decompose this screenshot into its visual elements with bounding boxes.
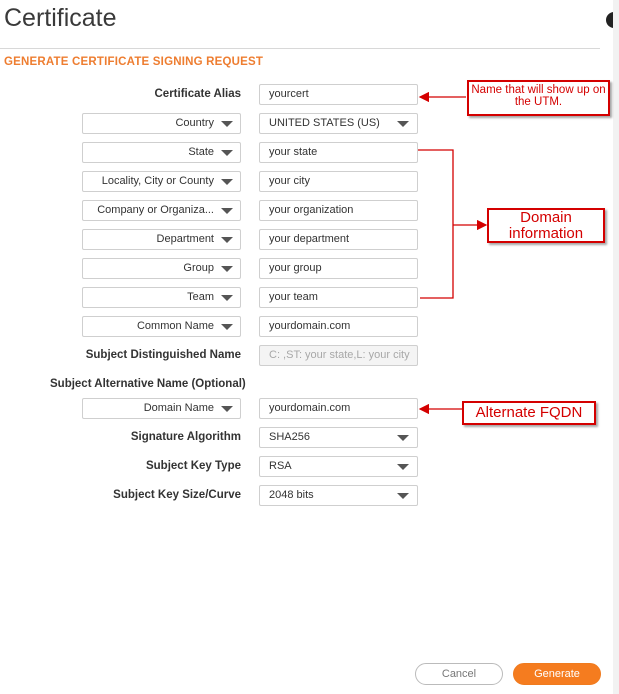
subject-key-type-select[interactable] <box>259 456 418 477</box>
chevron-down-icon <box>221 266 233 272</box>
chevron-down-icon <box>221 179 233 185</box>
subject-key-size-select[interactable] <box>259 485 418 506</box>
country-attribute-label: Country <box>175 117 214 129</box>
locality-input[interactable] <box>259 171 418 192</box>
chevron-down-icon <box>221 150 233 156</box>
group-attribute-select[interactable] <box>82 258 241 279</box>
chevron-down-icon <box>397 464 409 470</box>
subject-key-size-value: 2048 bits <box>269 489 314 501</box>
cancel-button[interactable]: Cancel <box>415 663 503 685</box>
domain-name-input[interactable] <box>259 398 418 419</box>
signature-algorithm-label: Signature Algorithm <box>130 431 241 443</box>
state-attribute-select[interactable] <box>82 142 241 163</box>
section-title: GENERATE CERTIFICATE SIGNING REQUEST <box>4 56 264 68</box>
country-attribute-select[interactable] <box>82 113 241 134</box>
chevron-down-icon <box>221 121 233 127</box>
department-attribute-select[interactable] <box>82 229 241 250</box>
team-attribute-select[interactable] <box>82 287 241 308</box>
chevron-down-icon <box>397 121 409 127</box>
divider <box>0 48 600 49</box>
group-value: your group <box>269 262 322 274</box>
alias-annotation: Name that will show up on the UTM. <box>467 80 610 116</box>
subject-key-type-label: Subject Key Type <box>145 460 241 472</box>
team-input[interactable] <box>259 287 418 308</box>
subject-alt-name-label: Subject Alternative Name (Optional) <box>50 378 246 390</box>
common-name-input[interactable] <box>259 316 418 337</box>
subject-dn-field <box>259 345 418 366</box>
company-value: your organization <box>269 204 354 216</box>
chevron-down-icon <box>221 208 233 214</box>
company-attribute-label: Company or Organiza... <box>97 204 214 216</box>
subject-dn-value: C: ,ST: your state,L: your city <box>269 349 410 361</box>
common-name-attribute-label: Common Name <box>136 320 214 332</box>
signature-algorithm-value: SHA256 <box>269 431 310 443</box>
team-attribute-label: Team <box>187 291 214 303</box>
country-value: UNITED STATES (US) <box>269 117 380 129</box>
certificate-alias-input[interactable] <box>259 84 418 105</box>
chevron-down-icon <box>221 406 233 412</box>
generate-button[interactable]: Generate <box>513 663 601 685</box>
chevron-down-icon <box>397 435 409 441</box>
chevron-down-icon <box>221 324 233 330</box>
department-input[interactable] <box>259 229 418 250</box>
domain-name-attribute-label: Domain Name <box>143 402 214 414</box>
alternate-fqdn-annotation: Alternate FQDN <box>462 401 596 425</box>
locality-attribute-select[interactable] <box>82 171 241 192</box>
state-attribute-label: State <box>188 146 214 158</box>
state-input[interactable] <box>259 142 418 163</box>
team-value: your team <box>269 291 318 303</box>
group-input[interactable] <box>259 258 418 279</box>
state-value: your state <box>269 146 318 158</box>
scrollbar[interactable] <box>613 0 619 694</box>
locality-attribute-label: Locality, City or County <box>101 175 214 187</box>
certificate-alias-label: Certificate Alias <box>154 88 241 100</box>
chevron-down-icon <box>221 295 233 301</box>
company-attribute-select[interactable] <box>82 200 241 221</box>
chevron-down-icon <box>397 493 409 499</box>
subject-key-type-value: RSA <box>269 460 292 472</box>
department-attribute-label: Department <box>156 233 214 245</box>
country-select[interactable] <box>259 113 418 134</box>
common-name-value: yourdomain.com <box>269 320 351 332</box>
common-name-attribute-select[interactable] <box>82 316 241 337</box>
company-input[interactable] <box>259 200 418 221</box>
domain-name-attribute-select[interactable] <box>82 398 241 419</box>
certificate-alias-value: yourcert <box>269 88 309 100</box>
chevron-down-icon <box>221 237 233 243</box>
department-value: your department <box>269 233 350 245</box>
subject-key-size-label: Subject Key Size/Curve <box>113 489 241 501</box>
domain-name-value: yourdomain.com <box>269 402 351 414</box>
locality-value: your city <box>269 175 310 187</box>
group-attribute-label: Group <box>183 262 214 274</box>
page-title: Certificate <box>4 4 117 32</box>
domain-info-annotation: Domain information <box>487 208 605 243</box>
subject-dn-label: Subject Distinguished Name <box>85 349 241 361</box>
signature-algorithm-select[interactable] <box>259 427 418 448</box>
